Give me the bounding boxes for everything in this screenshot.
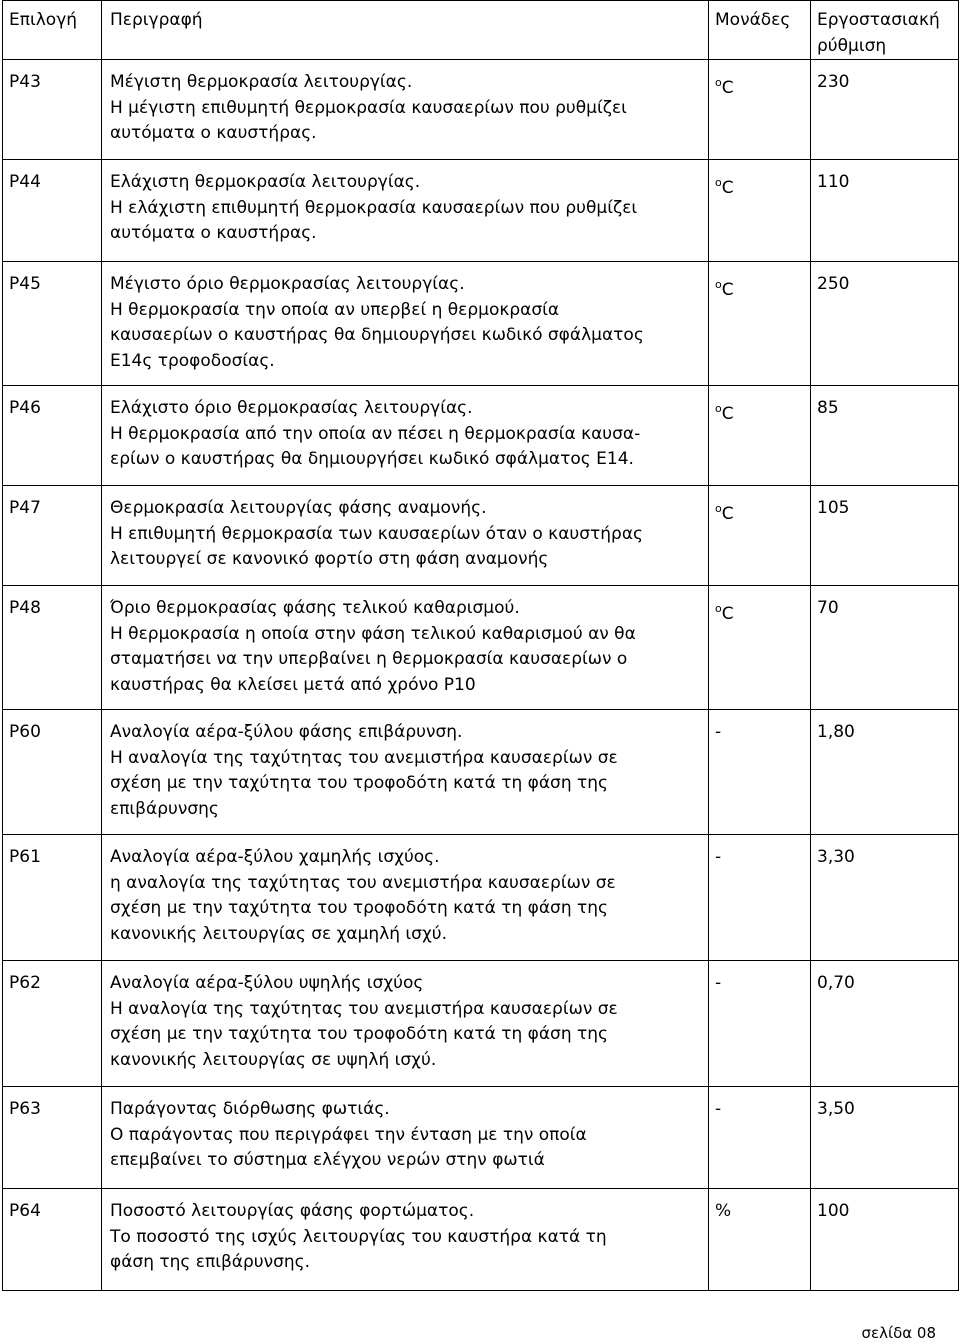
description-cell	[102, 586, 709, 710]
description-line: σταματήσει να την υπερβαίνει η θερμοκρασία καυσαερίων ο	[110, 649, 628, 669]
unit-cell	[709, 486, 811, 586]
table-row	[3, 60, 959, 160]
unit-symbol: C	[721, 604, 734, 624]
description-line: κανονικής λειτουργίας σε χαμηλή ισχύ.	[110, 923, 448, 944]
table-row	[3, 386, 959, 486]
unit-superscript: o	[715, 278, 722, 291]
description-cell	[102, 486, 709, 586]
unit-cell	[709, 1189, 811, 1291]
description-line: Η ελάχιστη επιθυμητή θερμοκρασία καυσαερίων που ρυθμίζει	[110, 197, 638, 218]
unit-symbol: C	[721, 178, 734, 198]
description-line: Η θερμοκρασία η οποία στην φάση τελικού καθαρισμού αν θα	[110, 623, 636, 644]
description-line: φάση της επιβάρυνσης.	[110, 1252, 311, 1272]
unit-cell	[709, 835, 811, 961]
unit-symbol: C	[721, 504, 734, 524]
header-factory	[811, 1, 959, 60]
description-cell	[102, 160, 709, 262]
description-line: Μέγιστη θερμοκρασία λειτουργίας.	[110, 72, 413, 92]
description-line: Η αναλογία της ταχύτητας του ανεμιστήρα καυσαερίων σε	[110, 747, 618, 768]
table-row	[3, 160, 959, 262]
factory-value: 100	[811, 1189, 959, 1291]
factory-value: 250	[811, 262, 959, 386]
table-row	[3, 1189, 959, 1291]
description-cell	[102, 60, 709, 160]
unit-symbol: C	[721, 280, 734, 300]
unit-cell	[709, 262, 811, 386]
description-line: σχέση με την ταχύτητα του τροφοδότη κατά τη φάση της	[110, 898, 608, 918]
description-cell	[102, 386, 709, 486]
header-factory-line2: ρύθμιση	[817, 35, 887, 56]
description-line: Αναλογία αέρα-ξύλου υψηλής ισχύος	[110, 973, 424, 993]
description-line: Θερμοκρασία λειτουργίας φάσης αναμονής.	[110, 498, 487, 518]
description-line: σχέση με την ταχύτητα του τροφοδότη κατά τη φάση της	[110, 1024, 608, 1044]
parameters-table	[2, 0, 959, 1291]
description-line: Η επιθυμητή θερμοκρασία των καυσαερίων όταν ο καυστήρας	[110, 523, 644, 544]
table-row	[3, 586, 959, 710]
description-line: Η θερμοκρασία την οποία αν υπερβεί η θερμοκρασία	[110, 299, 560, 320]
unit-superscript: o	[715, 176, 722, 189]
option-code: P62	[3, 961, 102, 1087]
unit-symbol: -	[715, 722, 722, 742]
description-line: καυσαερίων ο καυστήρας θα δημιουργήσει κωδικό σφάλματος	[110, 325, 644, 345]
description-cell	[102, 1189, 709, 1291]
unit-symbol: -	[715, 847, 722, 867]
description-line: Ελάχιστο όριο θερμοκρασίας λειτουργίας.	[110, 398, 473, 418]
factory-value: 3,30	[811, 835, 959, 961]
option-code: P64	[3, 1189, 102, 1291]
table-row	[3, 262, 959, 386]
description-line: ερίων ο καυστήρας θα δημιουργήσει κωδικό σφάλματος Ε14.	[110, 449, 634, 469]
table-row	[3, 835, 959, 961]
table-row	[3, 1087, 959, 1189]
header-factory-line1: Εργοστασιακή	[817, 10, 940, 30]
description-cell	[102, 710, 709, 835]
unit-superscript: o	[715, 502, 722, 515]
description-line: αυτόματα ο καυστήρας.	[110, 123, 317, 143]
option-code: P60	[3, 710, 102, 835]
option-code: P44	[3, 160, 102, 262]
unit-cell	[709, 586, 811, 710]
description-line: αυτόματα ο καυστήρας.	[110, 223, 317, 243]
description-line: Η θερμοκρασία από την οποία αν πέσει η θερμοκρασία καυσα-	[110, 423, 641, 444]
description-line: Αναλογία αέρα-ξύλου φάσης επιβάρυνση.	[110, 722, 463, 742]
unit-cell	[709, 710, 811, 835]
option-code: P47	[3, 486, 102, 586]
description-line: Ο παράγοντας που περιγράφει την ένταση με την οποία	[110, 1124, 587, 1145]
description-line: Ελάχιστη θερμοκρασία λειτουργίας.	[110, 172, 421, 192]
description-line: Η μέγιστη επιθυμητή θερμοκρασία καυσαερίων που ρυθμίζει	[110, 97, 627, 118]
description-cell	[102, 1087, 709, 1189]
unit-superscript: o	[715, 76, 722, 89]
option-code: P43	[3, 60, 102, 160]
description-line: Αναλογία αέρα-ξύλου χαμηλής ισχύος.	[110, 847, 440, 867]
header-description: Περιγραφή	[102, 1, 709, 60]
unit-cell	[709, 961, 811, 1087]
header-option: Επιλογή	[3, 1, 102, 60]
unit-cell	[709, 1087, 811, 1189]
table-row	[3, 710, 959, 835]
description-line: Ποσοστό λειτουργίας φάσης φορτώματος.	[110, 1201, 475, 1221]
description-line: Μέγιστο όριο θερμοκρασίας λειτουργίας.	[110, 274, 465, 294]
description-line: Παράγοντας διόρθωσης φωτιάς.	[110, 1099, 390, 1119]
description-line: καυστήρας θα κλείσει μετά από χρόνο P10	[110, 674, 476, 695]
description-line: Όριο θερμοκρασίας φάσης τελικού καθαρισμού.	[110, 598, 520, 618]
factory-value: 105	[811, 486, 959, 586]
description-cell	[102, 961, 709, 1087]
unit-symbol: C	[721, 404, 734, 424]
option-code: P45	[3, 262, 102, 386]
description-line: η αναλογία της ταχύτητας του ανεμιστήρα καυσαερίων σε	[110, 872, 616, 893]
factory-value: 1,80	[811, 710, 959, 835]
page-number: σελίδα 08	[861, 1324, 936, 1342]
factory-value: 70	[811, 586, 959, 710]
unit-symbol: %	[715, 1201, 732, 1221]
description-cell	[102, 835, 709, 961]
description-cell	[102, 262, 709, 386]
option-code: P61	[3, 835, 102, 961]
description-line: Ε14ς τροφοδοσίας.	[110, 350, 275, 371]
header-units: Μονάδες	[709, 1, 811, 60]
description-line: επιβάρυνσης	[110, 798, 219, 819]
option-code: P48	[3, 586, 102, 710]
header-row	[3, 1, 959, 60]
table-row	[3, 486, 959, 586]
factory-value: 110	[811, 160, 959, 262]
unit-superscript: o	[715, 402, 722, 415]
factory-value: 3,50	[811, 1087, 959, 1189]
description-line: κανονικής λειτουργίας σε υψηλή ισχύ.	[110, 1049, 437, 1070]
unit-symbol: -	[715, 973, 722, 993]
description-line: λειτουργεί σε κανονικό φορτίο στη φάση αναμονής	[110, 549, 549, 569]
option-code: P46	[3, 386, 102, 486]
unit-cell	[709, 60, 811, 160]
description-line: Το ποσοστό της ισχύς λειτουργίας του καυστήρα κατά τη	[110, 1226, 607, 1247]
factory-value: 230	[811, 60, 959, 160]
unit-cell	[709, 386, 811, 486]
unit-cell	[709, 160, 811, 262]
option-code: P63	[3, 1087, 102, 1189]
unit-symbol: C	[721, 78, 734, 98]
description-line: Η αναλογία της ταχύτητας του ανεμιστήρα καυσαερίων σε	[110, 998, 618, 1019]
table-row	[3, 961, 959, 1087]
unit-symbol: -	[715, 1099, 722, 1119]
description-line: επεμβαίνει το σύστημα ελέγχου νερών στην φωτιά	[110, 1150, 545, 1170]
factory-value: 0,70	[811, 961, 959, 1087]
factory-value: 85	[811, 386, 959, 486]
unit-superscript: o	[715, 602, 722, 615]
description-line: σχέση με την ταχύτητα του τροφοδότη κατά τη φάση της	[110, 773, 608, 793]
